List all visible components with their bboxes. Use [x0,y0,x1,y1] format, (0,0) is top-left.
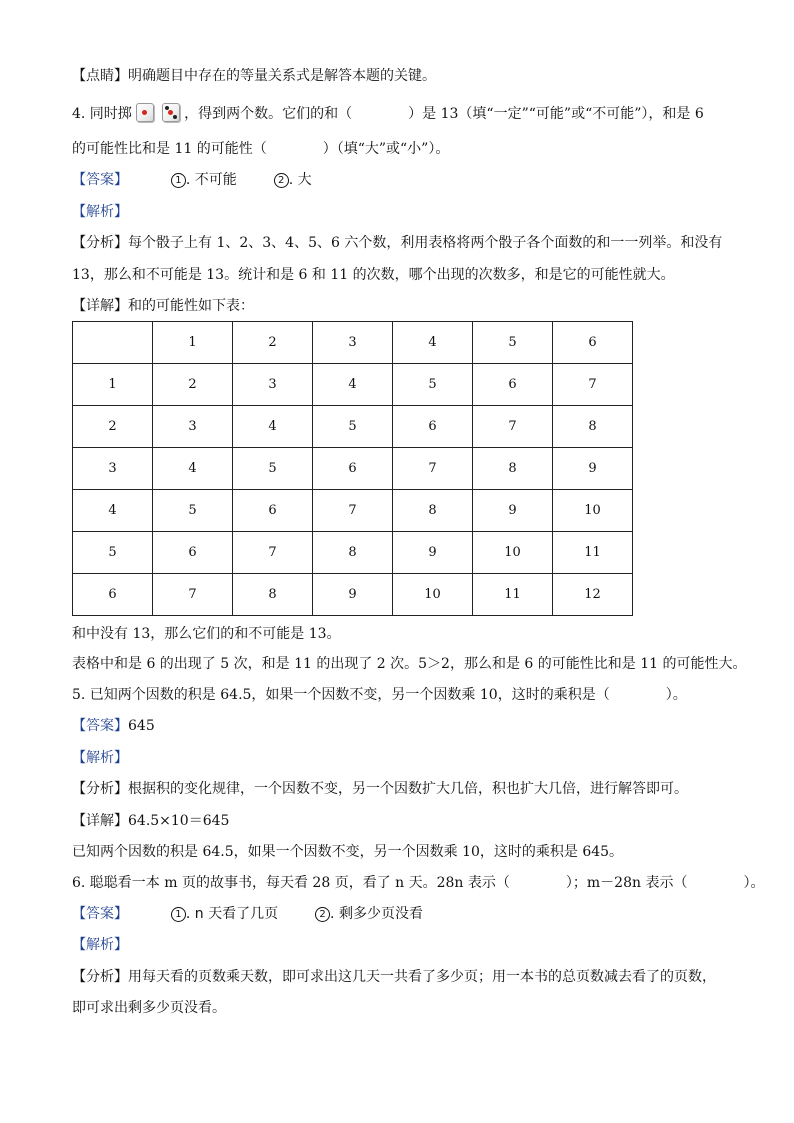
fenxi-4-text-2: 13，那么和不可能是 13。统计和是 6 和 11 的次数，哪个出现的次数多，和是它的可能性就大。 [72,267,675,283]
table-cell: 6 [313,448,393,490]
jiexi-heading-2 [72,748,128,768]
table-cell: 11 [473,574,553,616]
table-cell: 8 [473,448,553,490]
answer-5-value: 645 [128,718,155,734]
fenxi-6-text-2: 即可求出剩多少页没看。 [72,1000,226,1016]
option-2-text: . 大 [288,172,312,188]
dice-one-icon [136,103,154,122]
table-header-cell: 3 [73,448,153,490]
table-cell: 8 [233,574,313,616]
q4-prefix: 4. 同时掷 [72,106,132,122]
table-cell: 10 [553,490,633,532]
question-6 [72,873,764,893]
table-header-cell: 6 [73,574,153,616]
table-header-cell: 1 [73,364,153,406]
jiexi-tag-2: 【解析】 [72,750,128,766]
conclusion-5 [72,842,623,862]
option-2-number: 2 [274,173,289,188]
table-cell: 7 [473,406,553,448]
answer-5 [72,716,155,736]
option-1-number: 1 [171,173,186,188]
table-header-cell: 1 [153,322,233,364]
option-1-text: . 不可能 [185,172,237,188]
table-cell: 7 [393,448,473,490]
option-3-number: 1 [171,907,186,922]
table-cell: 10 [393,574,473,616]
table-row [73,532,633,574]
table-cell: 5 [153,490,233,532]
table-row [73,406,633,448]
table-cell: 8 [313,532,393,574]
question-4-line-1 [72,103,704,124]
q4-text: ，得到两个数。它们的和（ ）是 13（填“一定”“可能”或“不可能”），和是 6 [184,106,704,122]
dice-three-icon [162,103,180,122]
table-cell: 9 [553,448,633,490]
q6-text: 6. 聪聪看一本 m 页的故事书，每天看 28 页，看了 n 天。28n 表示（ ）；m－28n 表示（ ）。 [72,875,765,891]
dianjing-text: 【点睛】明确题目中存在的等量关系式是解答本题的关键。 [72,68,436,84]
table-cell: 6 [473,364,553,406]
table-cell: 7 [153,574,233,616]
table-header-row [73,322,633,364]
answer-6-tag: 【答案】 [72,906,128,922]
conclusion-text-1: 和中没有 13，那么它们的和不可能是 13。 [72,626,341,642]
answer-6 [72,904,423,924]
table-header-cell: 4 [393,322,473,364]
table-cell: 9 [473,490,553,532]
table-cell: 5 [393,364,473,406]
xiangjie-4 [72,296,254,316]
q4-text-2: 的可能性比和是 11 的可能性（ ）（填“大”或“小”）。 [72,141,450,157]
fenxi-4-line-2 [72,265,675,285]
answer-tag: 【答案】 [72,172,128,188]
table-cell: 4 [313,364,393,406]
table-cell: 7 [313,490,393,532]
table-cell: 6 [153,532,233,574]
option-4-text: . 剩多少页没看 [330,906,423,922]
table-cell: 9 [393,532,473,574]
table-cell: 7 [233,532,313,574]
table-cell: 10 [473,532,553,574]
fenxi-4-line-1 [72,233,722,253]
table-cell: 7 [553,364,633,406]
table-header-cell: 4 [73,490,153,532]
table-cell: 6 [393,406,473,448]
table-row [73,364,633,406]
table-cell: 5 [233,448,313,490]
table-cell: 11 [553,532,633,574]
table-header-cell: 6 [553,322,633,364]
xiangjie-5 [72,811,229,831]
table-row [73,490,633,532]
fenxi-6-line-2 [72,998,226,1018]
table-row [73,448,633,490]
fenxi-6-line-1 [72,967,716,987]
dianjing-note [72,66,436,86]
fenxi-6-text-1: 【分析】用每天看的页数乘天数，即可求出这几天一共看了多少页；用一本书的总页数减去看了的页数， [72,969,716,985]
table-cell: 3 [233,364,313,406]
table-cell: 4 [153,448,233,490]
table-header-cell: 3 [313,322,393,364]
option-4-number: 2 [315,907,330,922]
conclusion-text-2: 表格中和是 6 的出现了 5 次，和是 11 的出现了 2 次。5＞2，那么和是 6 的可能性比和是 11 的可能性大。 [72,656,747,672]
table-header-cell: 2 [73,406,153,448]
table-cell: 6 [233,490,313,532]
table-header-cell: 5 [73,532,153,574]
conclusion-5-text: 已知两个因数的积是 64.5，如果一个因数不变，另一个因数乘 10，这时的乘积是 645。 [72,844,624,860]
fenxi-4-text-1: 【分析】每个骰子上有 1、2、3、4、5、6 六个数，利用表格将两个骰子各个面数的和一一列举。和没有 [72,235,723,251]
question-4-line-2 [72,139,449,159]
table-header-cell [73,322,153,364]
xiangjie-4-text: 【详解】和的可能性如下表： [72,298,254,314]
conclusion-line-1 [72,624,341,644]
table-cell: 8 [553,406,633,448]
dice-sum-table [72,321,633,616]
jiexi-heading-3 [72,935,128,955]
table-row [73,574,633,616]
table-cell: 9 [313,574,393,616]
answer-5-tag: 【答案】 [72,718,128,734]
fenxi-5 [72,779,688,799]
fenxi-5-text: 【分析】根据积的变化规律，一个因数不变，另一个因数扩大几倍，积也扩大几倍，进行解答即可。 [72,781,688,797]
xiangjie-5-text: 【详解】64.5×10＝645 [72,813,230,829]
table-header-cell: 5 [473,322,553,364]
jiexi-tag-3: 【解析】 [72,937,128,953]
table-cell: 3 [153,406,233,448]
question-5 [72,685,687,705]
table-cell: 12 [553,574,633,616]
table-cell: 2 [153,364,233,406]
answer-4 [72,170,312,190]
table-cell: 4 [233,406,313,448]
q5-text: 5. 已知两个因数的积是 64.5，如果一个因数不变，另一个因数乘 10，这时的乘积是（ ）。 [72,687,687,703]
table-header-cell: 2 [233,322,313,364]
jiexi-heading-1 [72,202,128,222]
table-cell: 5 [313,406,393,448]
table-cell: 8 [393,490,473,532]
jiexi-tag: 【解析】 [72,204,128,220]
conclusion-line-2 [72,654,746,674]
option-3-text: . n 天看了几页 [185,906,279,922]
